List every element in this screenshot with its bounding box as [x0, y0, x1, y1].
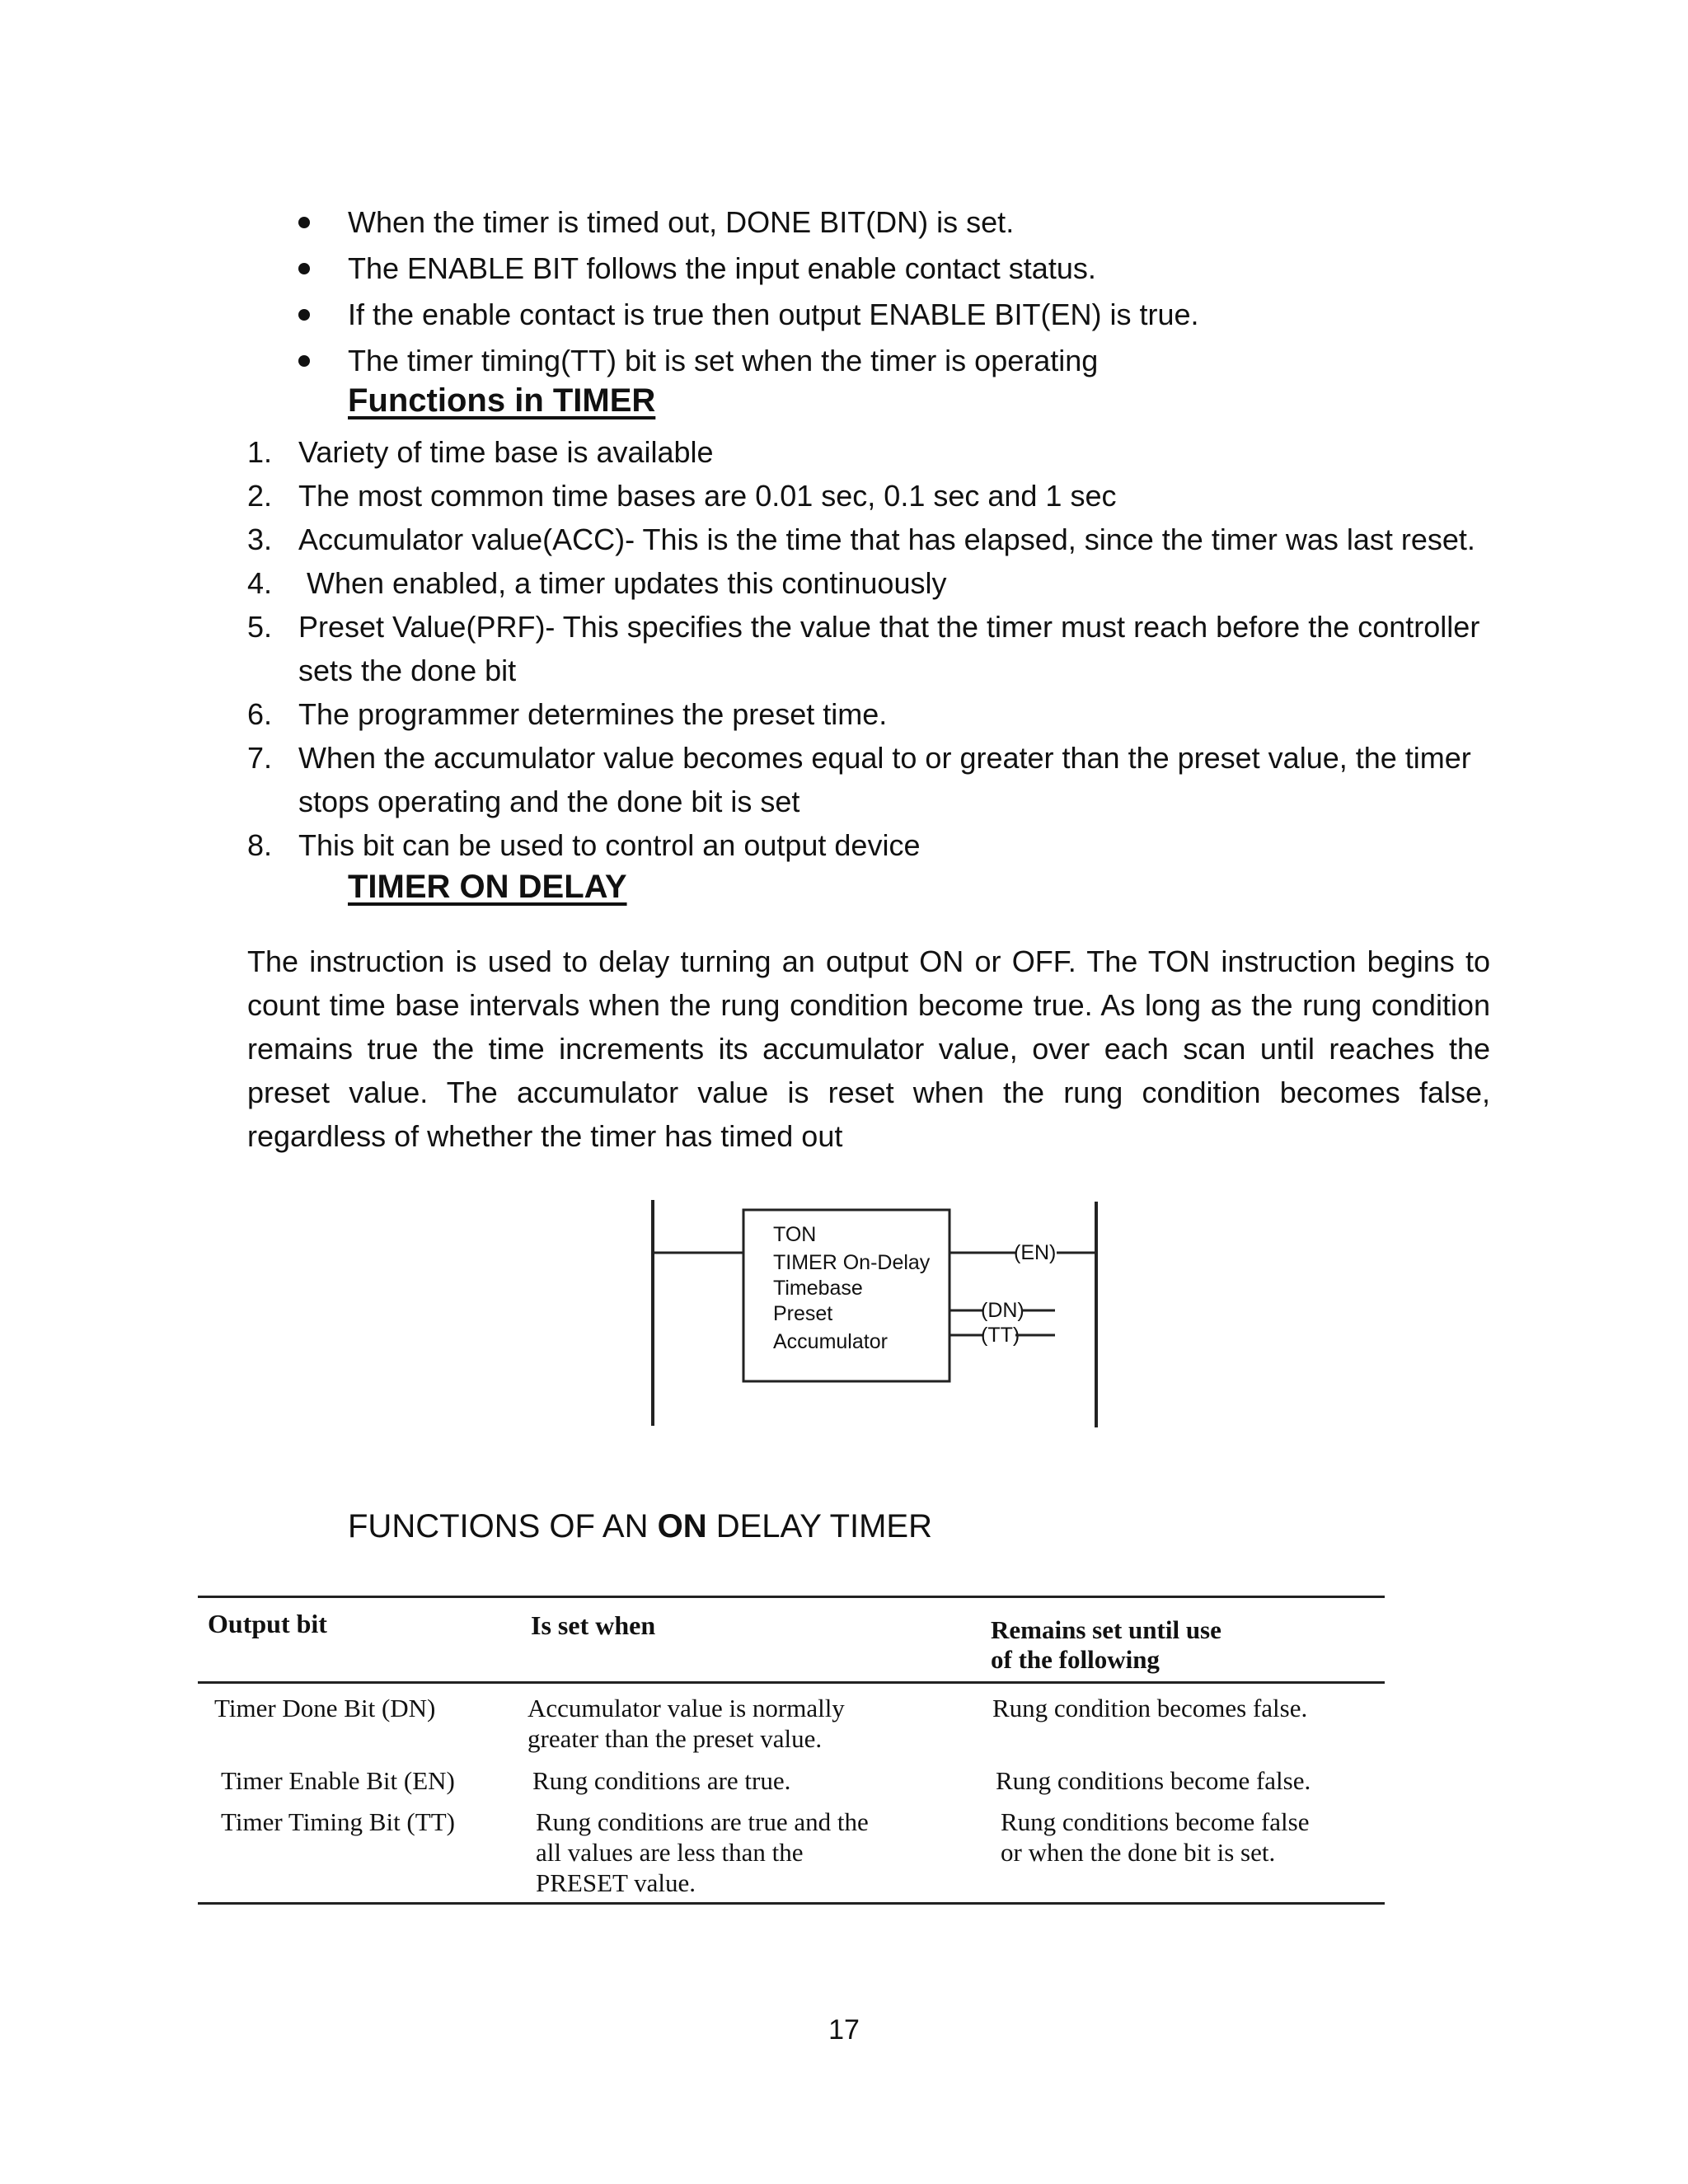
column-header: Remains set until use of the following	[991, 1615, 1221, 1674]
table-title	[348, 1508, 932, 1545]
list-item	[247, 605, 1500, 692]
table-bottom-rule	[198, 1902, 1385, 1905]
list-item	[247, 736, 1500, 823]
box-line: Timebase	[773, 1277, 863, 1300]
list-item	[247, 692, 1500, 736]
ton-heading: TIMER ON DELAY	[348, 869, 627, 905]
box-line: Preset	[773, 1302, 833, 1325]
bullet-item: The timer timing(TT) bit is set when the timer is operating	[298, 338, 1584, 384]
table-cell: Rung conditions are true.	[532, 1766, 791, 1795]
column-header: Is set when	[531, 1610, 656, 1640]
bullet-item: If the enable contact is true then output ENABLE BIT(EN) is true.	[298, 292, 1584, 338]
item-text: Preset Value(PRF)- This specifies the value that the timer must reach before the controller sets the done bit	[298, 610, 1480, 687]
bullet-list	[298, 199, 1584, 384]
list-item	[247, 474, 1500, 518]
box-line: TON	[773, 1223, 817, 1246]
table-cell: Rung conditions are true and the all values are less than the PRESET value.	[536, 1807, 869, 1897]
page-number: 17	[828, 2014, 860, 2046]
functions-heading: Functions in TIMER	[348, 382, 656, 419]
item-number: 5.	[247, 610, 273, 644]
table-title-text: FUNCTIONS OF AN	[348, 1508, 658, 1544]
item-number: 8.	[247, 828, 273, 862]
table-header-rule	[198, 1681, 1385, 1684]
ton-ladder-diagram	[643, 1193, 1121, 1432]
table-cell: Timer Enable Bit (EN)	[221, 1766, 455, 1795]
en-output-label: (EN)	[1014, 1241, 1057, 1264]
item-number: 3.	[247, 523, 273, 556]
column-header: Output bit	[208, 1609, 327, 1638]
table-title-bold: ON	[657, 1508, 707, 1544]
item-text: When enabled, a timer updates this continuously	[298, 566, 947, 600]
table-top-rule	[198, 1596, 1385, 1598]
list-item	[247, 430, 1500, 474]
bullet-item: The ENABLE BIT follows the input enable contact status.	[298, 246, 1584, 292]
table-title-text: DELAY TIMER	[706, 1508, 932, 1544]
item-text: The most common time bases are 0.01 sec, 0.1 sec and 1 sec	[298, 479, 1117, 513]
tt-output-label: (TT)	[981, 1324, 1020, 1347]
item-number: 2.	[247, 479, 273, 513]
on-delay-functions-table	[198, 1591, 1385, 1953]
table-cell: Timer Timing Bit (TT)	[221, 1807, 455, 1836]
table-cell: Rung condition becomes false.	[992, 1694, 1308, 1722]
item-number: 4.	[247, 566, 273, 600]
box-line: Accumulator	[773, 1330, 888, 1353]
item-text: Accumulator value(ACC)- This is the time that has elapsed, since the timer was last reset.	[298, 523, 1475, 556]
ton-paragraph: The instruction is used to delay turning an output ON or OFF. The TON instruction begins to count time base intervals when the rung condition become true. As long as the rung condition remains true the time increments its accumulator value, over each scan until reaches the preset value. The accumulator value is reset when the rung condition becomes false, regardless of whether the timer has timed out	[247, 944, 1490, 1153]
table-cell: Rung conditions become false.	[996, 1766, 1311, 1795]
list-item	[247, 823, 1500, 867]
item-text: The programmer determines the preset time.	[298, 697, 888, 731]
table-cell: Rung conditions become false or when the done bit is set.	[1001, 1807, 1310, 1867]
table-cell: Timer Done Bit (DN)	[214, 1694, 436, 1722]
list-item	[247, 561, 1500, 605]
bullet-item: When the timer is timed out, DONE BIT(DN) is set.	[298, 199, 1584, 246]
functions-list	[247, 430, 1500, 867]
item-number: 7.	[247, 741, 273, 775]
item-number: 6.	[247, 697, 273, 731]
list-item	[247, 518, 1500, 561]
item-text: This bit can be used to control an output device	[298, 828, 921, 862]
item-text: Variety of time base is available	[298, 435, 714, 469]
box-line: TIMER On-Delay	[773, 1251, 931, 1274]
table-cell: Accumulator value is normally greater than the preset value.	[528, 1694, 845, 1753]
item-number: 1.	[247, 435, 273, 469]
dn-output-label: (DN)	[981, 1299, 1025, 1322]
item-text: When the accumulator value becomes equal to or greater than the preset value, the timer stops operating and the done bit is set	[298, 741, 1471, 818]
